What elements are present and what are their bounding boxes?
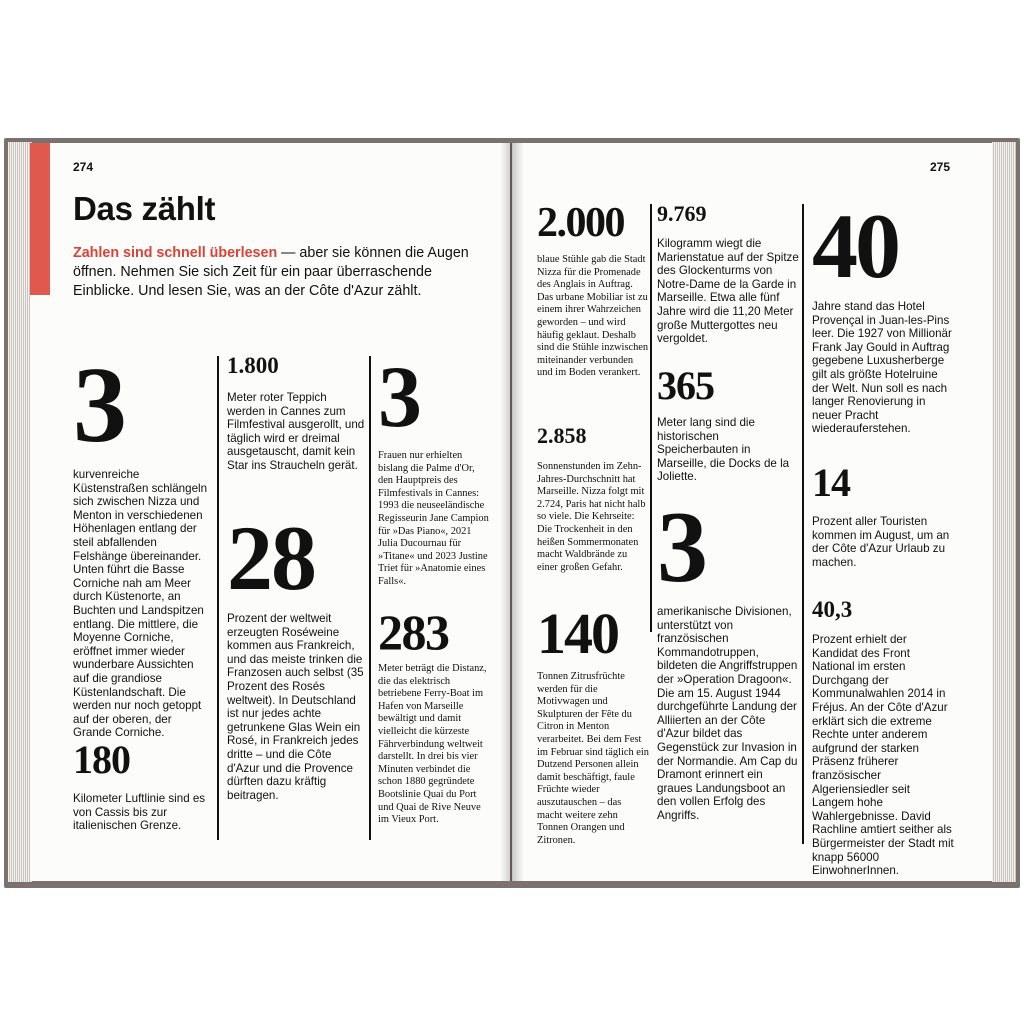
accent-bar [30, 143, 50, 295]
fact-number: 9.769 [657, 201, 707, 226]
fact-text: Meter roter Teppich werden in Cannes zum Filmfestival ausgerollt, und täglich wird er dreimal ausgetauscht, damit kein Star ins Straucheln gerät. [227, 391, 365, 472]
fact-1800 [227, 354, 367, 473]
column-rule [650, 204, 652, 632]
fact-text: Kilometer Luftlinie sind es von Cassis bis zur italienischen Grenze. [73, 792, 206, 833]
fact-3-dragoon [657, 491, 800, 823]
fact-number: 140 [537, 601, 618, 666]
fact-number: 1.800 [227, 353, 279, 378]
page-number-right: 275 [930, 160, 951, 174]
book-gutter [500, 143, 524, 881]
fact-text: amerikanische Divisionen, unterstützt von französischen Kommandotruppen, bildeten die Angriffstruppen der »Operation Dragoon«. Die am 15. August 1944 durchgeführte Landung der Alliierten an der Côte d'Azur bildet das Gegenstück zur Invasion in der Normandie. Am Cap du Dramont erinnert ein graues Landungsboot an den vollen Erfolg des Angriffs. [657, 605, 798, 822]
page-edges-left [8, 142, 32, 882]
fact-text: Prozent erhielt der Kandidat des Front National im ersten Durchgang der Kommunalwahlen 2014 in Fréjus. An der Côte d'Azur erklärt sich die extreme Rechte unter anderem aufgrund der starken Präsenz früherer französischer Algeriensiedler seit Langem hohe Wahlergebnisse. David Rachline amtiert seither als Bürgermeister der Stadt mit knapp 56000 EinwohnerInnen. [812, 633, 954, 878]
fact-9769 [657, 203, 800, 346]
fact-text: blaue Stühle gab die Stadt Nizza für die Promenade des Anglais in Auftrag. Das urbane Mobiliar ist zu einem ihrer Wahrzeichen geworden – und wird häufig geklaut. Deshalb sind die Stühle inzwischen miteinander verbunden und im Boden verankert. [537, 254, 649, 379]
fact-number: 283 [378, 604, 449, 660]
fact-number: 3 [657, 491, 706, 604]
fact-40 [812, 195, 955, 436]
fact-number: 365 [657, 363, 714, 408]
fact-number: 40,3 [812, 597, 853, 622]
fact-140 [537, 601, 649, 847]
fact-3-roads [73, 346, 211, 740]
fact-text: Sonnenstunden im Zehn-Jahres-Durchschnitt hat Marseille. Nizza folgt mit 2.724, Paris hat nicht halb so viele. Die Kehrseite: Die Trockenheit in den heißen Sommermonaten macht Waldbrände zu einer großen Gefahr. [537, 461, 646, 573]
fact-40-3 [812, 598, 955, 878]
fact-text: Frauen nur erhielten bislang die Palme d'Or, den Hauptpreis des Filmfestivals in Cannes: 1993 die neuseeländische Regisseurin Jane Campion für »Das Piano«, 2021 Julia Ducournau für »Titane« und 2023 Justine Triet für »Anatomie eines Falls«. [378, 450, 489, 587]
fact-text: Tonnen Zitrusfrüchte werden für die Motivwagen und Skulpturen der Fête du Citron in Menton verarbeitet. Bei dem Fest im Februar sind täglich ein Dutzend Personen allein damit beschäftigt, faule Früchte wieder auszutauschen – das macht weitere zehn Tonnen Orangen und Zitronen. [537, 671, 649, 846]
fact-number: 2.858 [537, 423, 587, 448]
fact-3-palme [378, 349, 490, 589]
intro-text [73, 244, 483, 301]
column-rule [802, 204, 804, 844]
fact-28 [227, 507, 367, 802]
fact-text: Meter beträgt die Distanz, die das elektrisch betriebene Ferry-Boat im Hafen von Marseille bewältigt und damit vielleicht die kürzeste Fährverbindung weltweit darstellt. In drei bis vier Minuten verbindet die schon 1880 gegründete Bootslinie Quai du Port und Quai de Rive Neuve im Vieux Port. [378, 663, 487, 826]
page-number-left: 274 [73, 160, 94, 174]
fact-text: Prozent aller Touristen kommen im August, um an der Côte d'Azur Urlaub zu machen. [812, 515, 950, 569]
fact-number: 3 [73, 346, 125, 465]
fact-283 [378, 604, 490, 827]
fact-2858 [537, 425, 649, 574]
fact-number: 3 [378, 349, 420, 446]
fact-number: 180 [73, 737, 130, 782]
fact-text: Kilogramm wiegt die Marienstatue auf der Spitze des Glockenturms von Notre-Dame de la Garde in Marseille. Etwa alle fünf Jahre wird die 11,20 Meter große Muttergottes neu vergoldet. [657, 237, 799, 346]
fact-text: Jahre stand das Hotel Provençal in Juan-les-Pins leer. Die 1927 von Millionär Frank Jay Gould in Auftrag gegebene Luxusherberge gilt als größte Hotelruine der Welt. Nun soll es nach langer Renovierung in neuer Pracht wiederauferstehen. [812, 300, 952, 436]
fact-14 [812, 460, 955, 569]
page-title: Das zählt [73, 190, 216, 227]
column-rule [369, 356, 371, 840]
fact-text: Meter lang sind die historischen Speicherbauten in Marseille, die Docks de la Joliette. [657, 416, 790, 484]
fact-number: 28 [227, 507, 315, 609]
fact-text: Prozent der weltweit erzeugten Roséweine kommen aus Frankreich, und das meiste trinken die Franzosen auch selbst (35 Prozent des Rosés weltweit). In Deutschland ist nur jedes achte getrunkene Glas Wein ein Rosé, in Frankreich jedes dritte – und die Côte d'Azur und die Provence dürften dazu kräftig beitragen. [227, 612, 364, 802]
fact-number: 40 [812, 195, 898, 297]
fact-text: kurvenreiche Küstenstraßen schlängeln sich zwischen Nizza und Menton in verschiedenen Höhenlagen entlang der steil abfallenden Felshänge übereinander. Unten führt die Basse Corniche nah am Meer durch Küstenorte, an Buchten und Landspitzen entlang. Die mittlere, die Moyenne Corniche, eröffnet immer wieder wunderbare Aussichten auf die grandiose Küstenlandschaft. Die werden nur noch getoppt auf der oberen, der Grande Corniche. [73, 468, 208, 740]
fact-365 [657, 363, 800, 484]
fact-2000 [537, 202, 649, 380]
column-rule [217, 356, 219, 840]
intro-rest: — aber sie können die Augen öffnen. Nehmen Sie sich Zeit für ein paar überraschende Einblicke. Und lesen Sie, was an der Côte d'Azur zählt. [73, 245, 469, 299]
fact-number: 14 [812, 460, 850, 505]
fact-number: 2.000 [537, 200, 624, 246]
intro-lead: Zahlen sind schnell überlesen [73, 245, 278, 261]
fact-180 [73, 737, 211, 833]
page-edges-right [992, 142, 1016, 882]
